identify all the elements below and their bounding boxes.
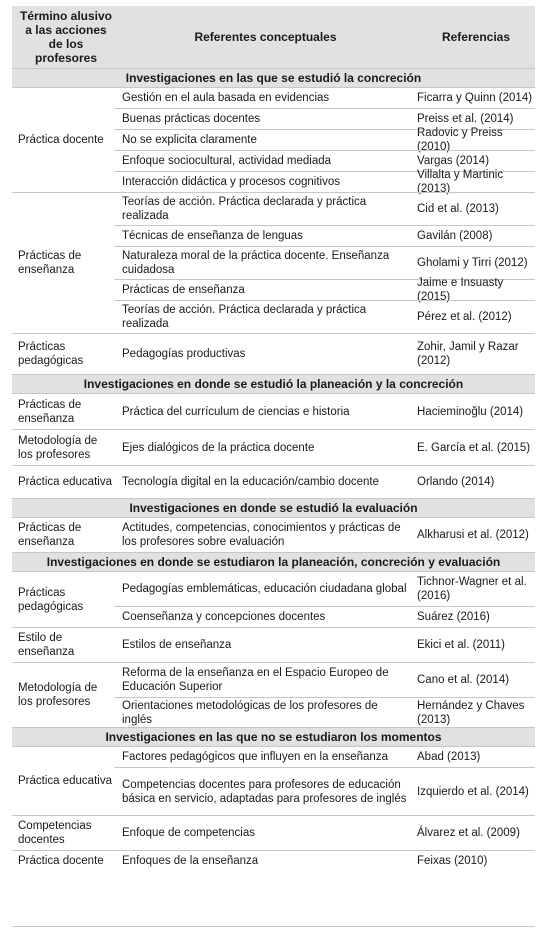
table-row — [114, 225, 535, 246]
section-heading: Investigaciones en donde se estudió la planeación y la concreción — [12, 374, 535, 393]
concept-cell: Coenseñanza y concepciones docentes — [122, 611, 326, 623]
concept-cell: Tecnología digital en la educación/cambio docente — [122, 476, 380, 488]
concept-cell: Gestión en el aula basada en evidencias — [122, 92, 330, 104]
term-cell: Práctica docente — [12, 850, 114, 871]
header-term: Término alusivo a las acciones de los profesores — [19, 9, 113, 65]
reference-cell: Cano et al. (2014) — [417, 674, 510, 686]
table-row — [114, 517, 535, 552]
term-cell: Prácticas pedagógicas — [12, 571, 114, 627]
section-heading: Investigaciones en las que se estudió la concreción — [12, 68, 535, 87]
table-row — [114, 127, 535, 153]
concept-cell: Factores pedagógicos que influyen en la enseñanza — [122, 751, 388, 763]
reference-cell: Gavilán (2008) — [417, 230, 493, 242]
reference-cell: Preiss et al. (2014) — [417, 113, 514, 125]
concept-cell: No se explicita claramente — [122, 134, 257, 146]
concept-cell: Prácticas de enseñanza — [122, 284, 245, 296]
concept-cell: Reforma de la enseñanza en el Espacio Europeo de Educación Superior — [122, 667, 389, 693]
term-cell: Prácticas de enseñanza — [12, 393, 114, 429]
reference-cell: Hernández y Chaves (2013) — [417, 699, 525, 726]
concept-cell: Estilos de enseñanza — [122, 639, 232, 651]
concept-cell: Enfoque de competencias — [122, 827, 255, 839]
reference-cell: Hacieminoğlu (2014) — [417, 405, 524, 418]
concept-cell: Técnicas de enseñanza de lenguas — [122, 230, 303, 242]
term-cell: Práctica docente — [12, 87, 114, 192]
reference-cell: Alkharusi et al. (2012) — [417, 529, 529, 541]
concept-cell: Enfoques de la enseñanza — [122, 855, 259, 867]
table-row — [114, 300, 535, 333]
concept-cell: Teorías de acción. Práctica declarada y práctica realizada — [122, 304, 367, 330]
concept-cell: Buenas prácticas docentes — [122, 113, 261, 125]
reference-cell: Ficarra y Quinn (2014) — [417, 92, 533, 104]
table-row — [114, 606, 535, 627]
reference-cell: Villalta y Martinic (2013) — [417, 169, 504, 195]
reference-cell: Feixas (2010) — [417, 855, 488, 867]
term-cell: Prácticas de enseñanza — [12, 192, 114, 333]
reference-cell: E. García et al. (2015) — [417, 441, 531, 454]
reference-cell: Cid et al. (2013) — [417, 203, 499, 215]
concept-cell: Interacción didáctica y procesos cognitivos — [122, 176, 340, 188]
header-concepts: Referentes conceptuales — [194, 30, 337, 44]
concept-cell: Orientaciones metodológicas de los profesores de inglés — [122, 699, 378, 726]
header-references: Referencias — [441, 30, 511, 44]
reference-cell: Orlando (2014) — [417, 476, 495, 488]
term-cell: Competencias docentes — [12, 815, 114, 850]
table-row — [114, 246, 535, 279]
concept-cell: Competencias docentes para profesores de educación básica en servicio, adaptadas para profesores de inglés — [122, 778, 407, 805]
table-row — [114, 697, 535, 727]
reference-cell: Zohir, Jamil y Razar (2012) — [417, 341, 519, 367]
table-bottom-border — [12, 926, 535, 927]
term-cell: Estilo de enseñanza — [12, 627, 114, 662]
concept-cell: Ejes dialógicos de la práctica docente — [122, 441, 315, 454]
table-row — [114, 393, 535, 429]
concept-cell: Pedagogías emblemáticas, educación ciudadana global — [122, 583, 407, 595]
table-row — [114, 746, 535, 767]
concept-cell: Enfoque sociocultural, actividad mediada — [122, 155, 332, 167]
reference-cell: Izquierdo et al. (2014) — [417, 785, 529, 798]
table-row — [114, 169, 535, 195]
table-row — [114, 333, 535, 374]
term-cell: Prácticas de enseñanza — [12, 517, 114, 552]
concept-cell: Naturaleza moral de la práctica docente. Enseñanza cuidadosa — [122, 250, 390, 276]
reference-cell: Álvarez et al. (2009) — [417, 827, 520, 839]
reference-cell: Gholami y Tirri (2012) — [417, 257, 528, 269]
table-row — [114, 850, 535, 871]
concept-cell: Pedagogías productivas — [122, 348, 246, 360]
reference-cell: Radovic y Preiss (2010) — [417, 127, 503, 153]
section-heading: Investigaciones en donde se estudió la evaluación — [12, 498, 535, 517]
table-row — [114, 87, 535, 108]
term-cell: Metodología de los profesores — [12, 662, 114, 727]
reference-cell: Tichnor-Wagner et al. (2016) — [417, 576, 527, 602]
reference-cell: Pérez et al. (2012) — [417, 311, 512, 323]
table-row — [114, 815, 535, 850]
concept-cell: Actitudes, competencias, conocimientos y prácticas de los profesores sobre evaluación — [122, 522, 401, 548]
table-row — [114, 662, 535, 697]
table-row — [114, 277, 535, 303]
term-cell: Prácticas pedagógicas — [12, 333, 114, 374]
section-heading: Investigaciones en las que no se estudiaron los momentos — [12, 727, 535, 746]
reference-cell: Abad (2013) — [417, 751, 481, 763]
term-cell: Práctica educativa — [12, 465, 114, 498]
concept-cell: Teorías de acción. Práctica declarada y práctica realizada — [122, 196, 367, 222]
table-row — [114, 465, 535, 498]
table-row — [114, 627, 535, 662]
reference-cell: Ekici et al. (2011) — [417, 639, 505, 651]
reference-cell: Vargas (2014) — [417, 155, 490, 167]
reference-cell: Jaime e Insuasty (2015) — [417, 277, 504, 303]
reference-cell: Suárez (2016) — [417, 611, 490, 623]
term-cell: Práctica educativa — [12, 746, 114, 815]
table-row — [114, 429, 535, 465]
table-row — [114, 192, 535, 225]
concept-cell: Práctica del currículum de ciencias e historia — [122, 405, 350, 418]
table-row — [114, 767, 535, 815]
table-header — [12, 6, 535, 68]
section-heading: Investigaciones en donde se estudiaron la planeación, concreción y evaluación — [12, 552, 535, 571]
table-row — [114, 571, 535, 606]
term-cell: Metodología de los profesores — [12, 429, 114, 465]
